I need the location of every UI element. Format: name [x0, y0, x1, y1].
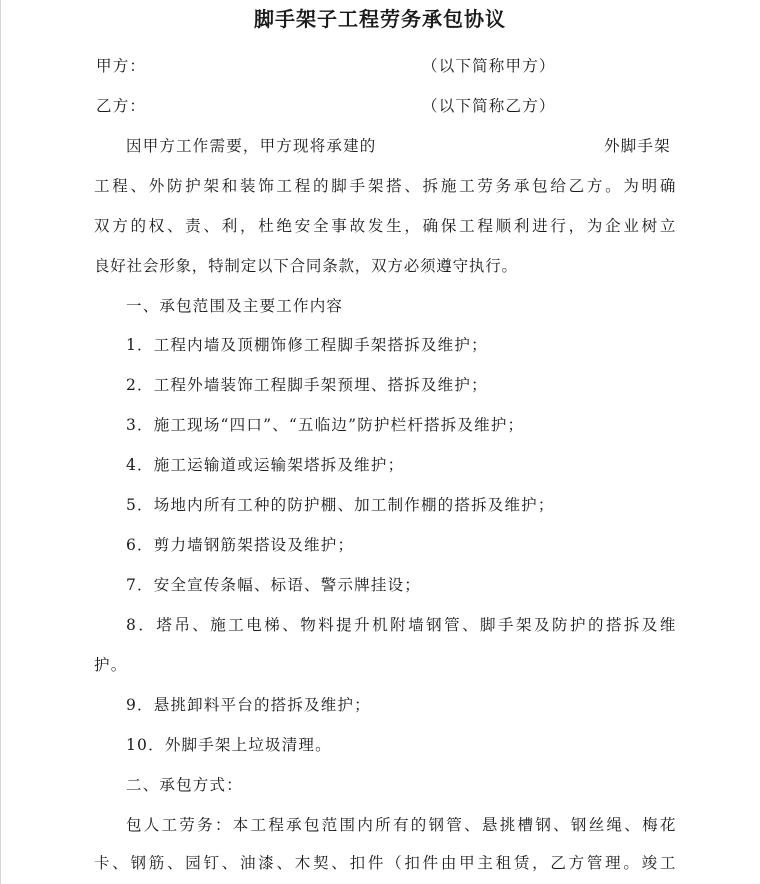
party-a-alias: （以下简称甲方） — [422, 57, 556, 75]
intro-line-1-start: 因甲方工作需要，甲方现将承建的 — [126, 137, 377, 155]
scope-item-3: 3．施工现场“四口”、“五临边”防护栏杆搭拆及维护； — [126, 416, 525, 434]
intro-line-2: 工程、外防护架和装饰工程的脚手架搭、拆施工劳务承包给乙方。为明确 — [94, 177, 676, 195]
intro-line-4: 良好社会形象，特制定以下合同条款，双方必须遵守执行。 — [94, 257, 518, 275]
scope-item-8-continued: 护。 — [94, 656, 128, 674]
scope-item-2: 2．工程外墙装饰工程脚手架预埋、搭拆及维护； — [126, 376, 488, 394]
section-2-heading: 二、承包方式： — [126, 776, 243, 794]
scope-item-5: 5．场地内所有工种的防护棚、加工制作棚的搭拆及维护； — [126, 496, 555, 514]
section-1-heading: 一、承包范围及主要工作内容 — [126, 297, 344, 315]
party-b-alias: （以下简称乙方） — [422, 97, 556, 115]
scope-item-4: 4．施工运输道或运输架塔拆及维护； — [126, 456, 405, 474]
intro-line-3: 双方的权、责、利，杜绝安全事故发生，确保工程顺利进行，为企业树立 — [94, 217, 676, 235]
scope-item-1: 1．工程内墙及顶棚饰修工程脚手架搭拆及维护； — [126, 336, 488, 354]
scope-item-6: 6．剪力墙钢筋架搭设及维护； — [126, 536, 355, 554]
party-a-label: 甲方： — [96, 57, 147, 75]
document-title: 脚手架子工程劳务承包协议 — [254, 7, 506, 31]
party-b-label: 乙方： — [96, 97, 147, 115]
section-2-para-line-1: 包人工劳务：本工程承包范围内所有的钢管、悬挑槽钢、钢丝绳、梅花 — [126, 816, 676, 834]
section-2-para-line-2: 卡、钢筋、园钉、油漆、木契、扣件（扣件由甲主租赁，乙方管理。竣工 — [94, 854, 676, 872]
scope-item-10: 10．外脚手架上垃圾清理。 — [126, 736, 332, 754]
scope-item-8: 8．塔吊、施工电梯、物料提升机附墙钢管、脚手架及防护的搭拆及维 — [126, 616, 676, 634]
scope-item-7: 7．安全宣传条幅、标语、警示牌挂设； — [126, 576, 421, 594]
scope-item-9: 9．悬挑卸料平台的搭拆及维护； — [126, 696, 371, 714]
intro-line-1-end: 外脚手架 — [604, 137, 671, 155]
